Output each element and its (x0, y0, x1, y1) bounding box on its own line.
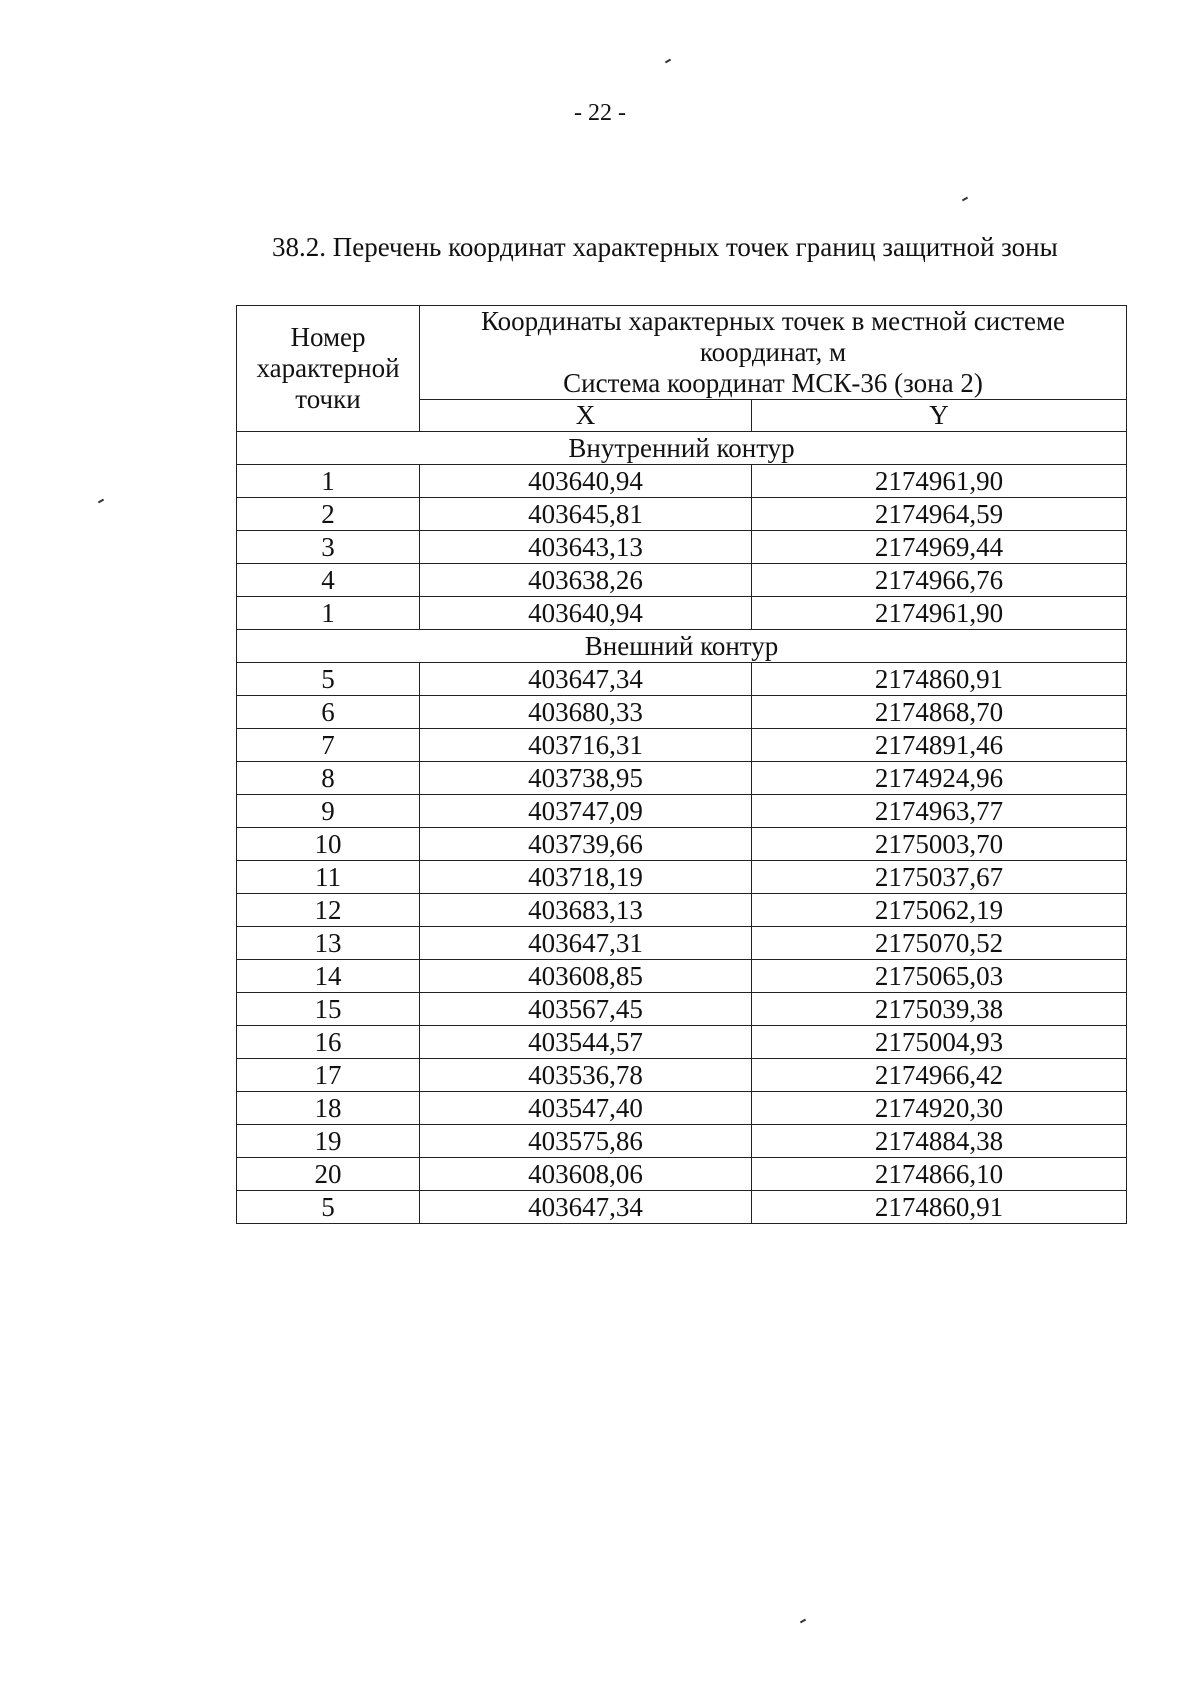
y-coordinate-cell: 2174969,44 (752, 531, 1127, 564)
y-coordinate-cell: 2174966,76 (752, 564, 1127, 597)
point-number-cell: 18 (237, 1092, 420, 1125)
y-coordinate-cell: 2175037,67 (752, 861, 1127, 894)
y-coordinate-cell: 2175039,38 (752, 993, 1127, 1026)
y-coordinate-cell: 2174961,90 (752, 597, 1127, 630)
y-coordinate-cell: 2174964,59 (752, 498, 1127, 531)
table-row (237, 498, 1127, 531)
scan-mark (665, 59, 671, 64)
y-coordinate-cell: 2174966,42 (752, 1059, 1127, 1092)
y-coordinate-cell: 2174961,90 (752, 465, 1127, 498)
section-title: 38.2. Перечень координат характерных точек границ защитной зоны (272, 232, 1058, 262)
coordinates-table (236, 305, 1127, 1224)
x-coordinate-cell: 403536,78 (420, 1059, 752, 1092)
point-number-cell: 20 (237, 1158, 420, 1191)
x-coordinate-cell: 403567,45 (420, 993, 752, 1026)
table-body (237, 432, 1127, 1224)
table-row (237, 1026, 1127, 1059)
point-number-cell: 9 (237, 795, 420, 828)
point-number-cell: 3 (237, 531, 420, 564)
x-coordinate-cell: 403638,26 (420, 564, 752, 597)
x-coordinate-cell: 403738,95 (420, 762, 752, 795)
scan-mark (800, 1619, 806, 1624)
table-row (237, 531, 1127, 564)
x-coordinate-cell: 403643,13 (420, 531, 752, 564)
point-number-cell: 5 (237, 663, 420, 696)
y-coordinate-cell: 2174884,38 (752, 1125, 1127, 1158)
x-coordinate-cell: 403544,57 (420, 1026, 752, 1059)
x-coordinate-cell: 403575,86 (420, 1125, 752, 1158)
x-coordinate-cell: 403716,31 (420, 729, 752, 762)
page-number: - 22 - (574, 100, 626, 126)
table-row (237, 729, 1127, 762)
point-number-cell: 7 (237, 729, 420, 762)
x-coordinate-cell: 403683,13 (420, 894, 752, 927)
x-coordinate-cell: 403608,06 (420, 1158, 752, 1191)
y-coordinate-cell: 2174860,91 (752, 663, 1127, 696)
table-row (237, 663, 1127, 696)
y-coordinate-cell: 2174866,10 (752, 1158, 1127, 1191)
table-row (237, 1059, 1127, 1092)
point-number-cell: 10 (237, 828, 420, 861)
y-coordinate-cell: 2174868,70 (752, 696, 1127, 729)
table-row (237, 465, 1127, 498)
table-row (237, 762, 1127, 795)
x-column-header: X (420, 400, 752, 432)
table-header (237, 306, 1127, 432)
table-row (237, 960, 1127, 993)
coordinate-system-label: Система координат МСК-36 (зона 2) (563, 368, 983, 398)
point-number-cell: 2 (237, 498, 420, 531)
x-coordinate-cell: 403640,94 (420, 597, 752, 630)
table-row (237, 696, 1127, 729)
point-number-cell: 13 (237, 927, 420, 960)
x-coordinate-cell: 403547,40 (420, 1092, 752, 1125)
x-coordinate-cell: 403647,31 (420, 927, 752, 960)
y-coordinate-cell: 2175065,03 (752, 960, 1127, 993)
y-coordinate-cell: 2174920,30 (752, 1092, 1127, 1125)
x-coordinate-cell: 403739,66 (420, 828, 752, 861)
table-row (237, 828, 1127, 861)
point-number-cell: 16 (237, 1026, 420, 1059)
x-coordinate-cell: 403647,34 (420, 1191, 752, 1224)
point-number-cell: 5 (237, 1191, 420, 1224)
x-coordinate-cell: 403608,85 (420, 960, 752, 993)
point-number-cell: 1 (237, 465, 420, 498)
point-number-cell: 4 (237, 564, 420, 597)
contour-section-title: Внутренний контур (237, 432, 1127, 465)
table-row (237, 1125, 1127, 1158)
coordinates-header-line2: координат, м (699, 337, 847, 367)
y-coordinate-cell: 2175004,93 (752, 1026, 1127, 1059)
y-coordinate-cell: 2175070,52 (752, 927, 1127, 960)
y-coordinate-cell: 2174860,91 (752, 1191, 1127, 1224)
y-column-header: Y (752, 400, 1127, 432)
x-coordinate-cell: 403647,34 (420, 663, 752, 696)
table-row (237, 894, 1127, 927)
table-row (237, 564, 1127, 597)
point-number-cell: 6 (237, 696, 420, 729)
table-row (237, 927, 1127, 960)
x-coordinate-cell: 403645,81 (420, 498, 752, 531)
table-row (237, 1092, 1127, 1125)
table-row (237, 1158, 1127, 1191)
contour-section-title: Внешний контур (237, 630, 1127, 663)
x-coordinate-cell: 403747,09 (420, 795, 752, 828)
contour-section-row (237, 432, 1127, 465)
x-coordinate-cell: 403680,33 (420, 696, 752, 729)
scan-mark (98, 499, 104, 504)
x-coordinate-cell: 403718,19 (420, 861, 752, 894)
coordinates-header-line1: Координаты характерных точек в местной системе (480, 306, 1066, 336)
point-number-cell: 14 (237, 960, 420, 993)
point-number-cell: 19 (237, 1125, 420, 1158)
y-coordinate-cell: 2175003,70 (752, 828, 1127, 861)
contour-section-row (237, 630, 1127, 663)
scan-mark (962, 197, 968, 202)
table-row (237, 597, 1127, 630)
y-coordinate-cell: 2174924,96 (752, 762, 1127, 795)
point-number-cell: 17 (237, 1059, 420, 1092)
table-row (237, 1191, 1127, 1224)
table-row (237, 795, 1127, 828)
y-coordinate-cell: 2175062,19 (752, 894, 1127, 927)
x-coordinate-cell: 403640,94 (420, 465, 752, 498)
point-number-header: Номер характерной точки (237, 306, 420, 432)
point-number-cell: 15 (237, 993, 420, 1026)
y-coordinate-cell: 2174963,77 (752, 795, 1127, 828)
point-number-cell: 12 (237, 894, 420, 927)
table-row (237, 861, 1127, 894)
table-row (237, 993, 1127, 1026)
point-number-cell: 1 (237, 597, 420, 630)
point-number-cell: 8 (237, 762, 420, 795)
coordinates-header (420, 306, 1127, 400)
y-coordinate-cell: 2174891,46 (752, 729, 1127, 762)
point-number-cell: 11 (237, 861, 420, 894)
